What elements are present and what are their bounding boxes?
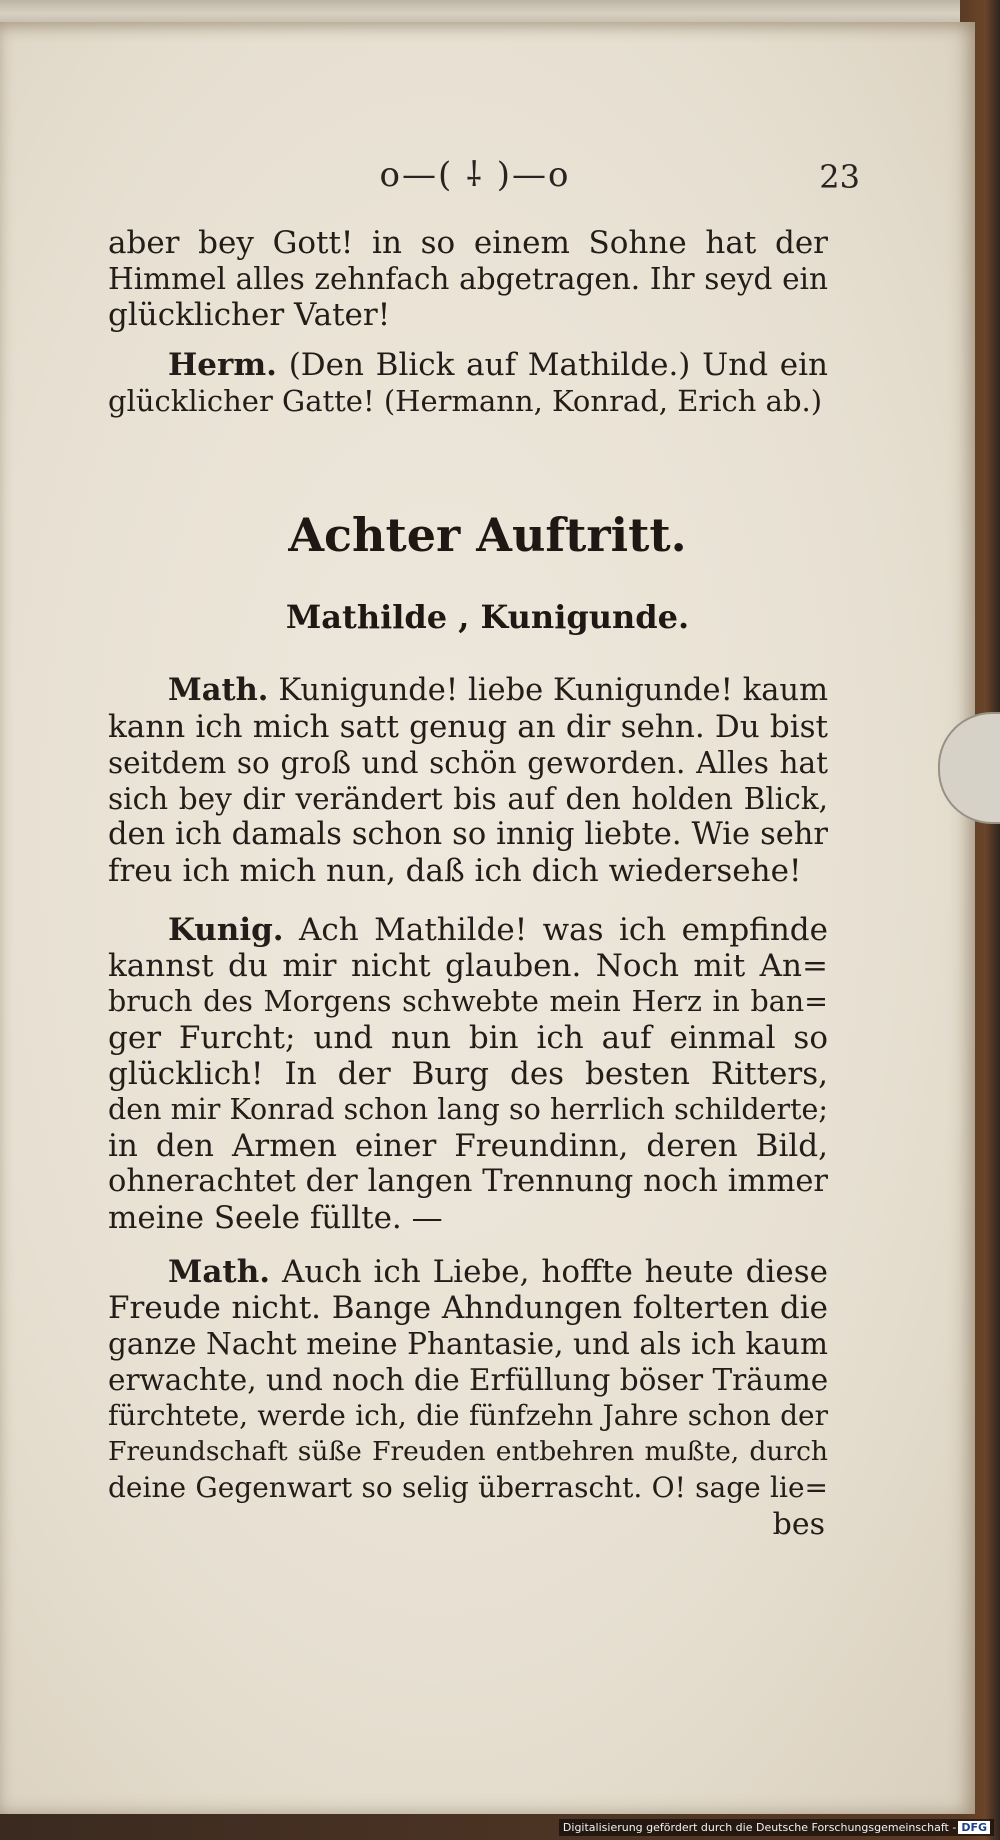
text-line: sich bey dir verändert bis auf den holden Blick, <box>108 782 828 816</box>
speaker-name: Kunig. <box>168 912 284 948</box>
scene-title: Achter Auftritt. <box>288 508 687 562</box>
speech-text: Kunigunde! liebe Kunigunde! kaum <box>278 673 828 708</box>
text-line <box>108 672 828 709</box>
speaker-name: Math. <box>168 1254 271 1290</box>
page-number: 23 <box>819 158 860 196</box>
text-line: glücklich! In der Burg des besten Ritters, <box>108 1056 828 1092</box>
text-line <box>108 347 828 383</box>
text-line: den mir Konrad schon lang so herrlich schilderte; <box>108 1093 828 1126</box>
text-line: erwachte, und noch die Erfüllung böser Träume <box>108 1363 829 1397</box>
text-line: den ich damals schon so innig liebte. Wie sehr <box>108 817 828 852</box>
text-line: meine Seele füllte. — <box>108 1200 443 1236</box>
text-line: kannst du mir nicht glauben. Noch mit An= <box>108 948 828 984</box>
text-line <box>108 912 828 948</box>
speech-text: Ach Mathilde! was ich empfinde <box>299 912 829 948</box>
text-line: Himmel alles zehnfach abgetragen. Ihr seyd ein <box>108 262 828 296</box>
dfg-badge: DFG <box>958 1821 990 1834</box>
speech-3 <box>108 1254 828 1506</box>
catchword: bes <box>772 1507 825 1542</box>
speech-text: Auch ich Liebe, hoffte heute diese <box>281 1254 828 1290</box>
running-header <box>110 150 840 200</box>
text-line: glücklicher Gatte! (Hermann, Konrad, Erich ab.) <box>108 384 823 418</box>
stage-direction: (Den Blick auf Mathilde.) Und ein <box>288 347 829 383</box>
speaker-name: Math. <box>168 672 269 708</box>
text-line: fürchtete, werde ich, die fünfzehn Jahre schon der <box>108 1399 828 1432</box>
text-line: ganze Nacht meine Phantasie, und als ich kaum <box>108 1327 828 1361</box>
page-stack-edge <box>0 0 960 23</box>
text-line <box>108 1254 828 1290</box>
text-line: bruch des Morgens schwebte mein Herz in ban= <box>108 985 828 1018</box>
text-line: aber bey Gott! in so einem Sohne hat der <box>108 225 828 261</box>
text-line: ohnerachtet der langen Trennung noch immer <box>108 1164 828 1199</box>
speech-1 <box>108 672 828 889</box>
text-line: ger Furcht; und nun bin ich auf einmal so <box>108 1020 828 1056</box>
scene-characters: Mathilde , Kunigunde. <box>285 598 690 636</box>
speech-2 <box>108 912 828 1236</box>
text-line: freu ich mich nun, daß ich dich wiedersehe! <box>108 853 802 889</box>
text-line: Freundschaft süße Freuden entbehren mußte, durch <box>108 1436 828 1467</box>
text-line: seitdem so groß und schön geworden. Alles hat <box>108 746 828 780</box>
text-line: Freude nicht. Bange Ahndungen folterten die <box>108 1290 828 1326</box>
credit-text: Digitalisierung gefördert durch die Deutsche Forschungsgemeinschaft - <box>562 1821 957 1834</box>
text-block-1 <box>108 225 828 333</box>
text-line: glücklicher Vater! <box>108 297 391 333</box>
text-block-2 <box>108 347 828 419</box>
digitization-credit <box>559 1819 994 1836</box>
text-line: kann ich mich satt genug an dir sehn. Du bist <box>108 709 828 745</box>
header-ornament: o—( ⸸ )—o <box>379 155 571 195</box>
speaker-name: Herm. <box>168 347 277 383</box>
text-line: deine Gegenwart so selig überrascht. O! sage lie= <box>108 1471 828 1504</box>
text-line: in den Armen einer Freundinn, deren Bild, <box>108 1128 828 1164</box>
